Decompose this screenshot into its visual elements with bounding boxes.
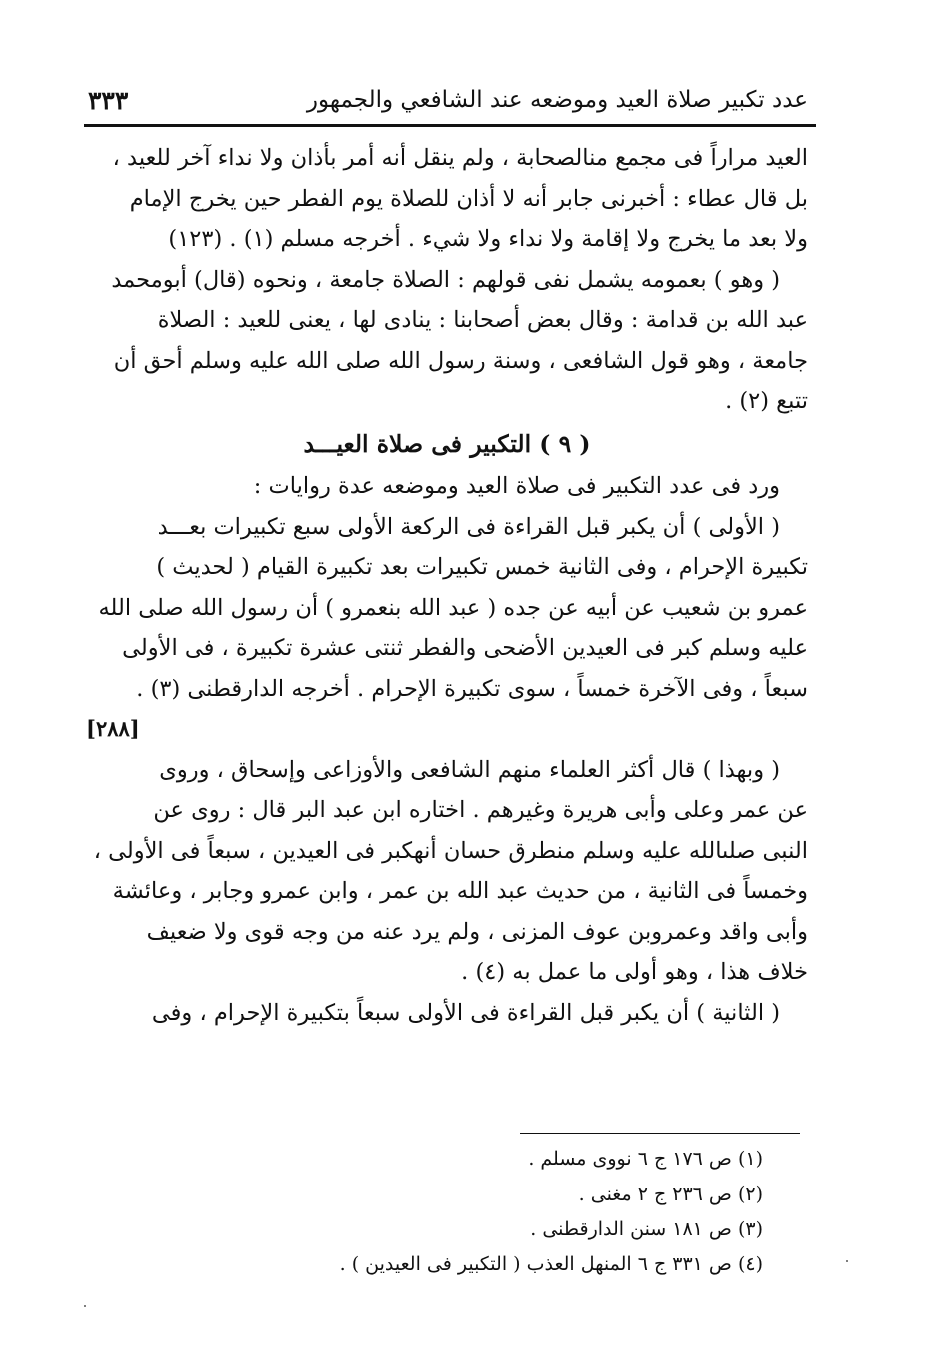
text-line: عبد الله بن قدامة : وقال بعض أصحابنا : ينادى لها ، يعنى للعيد : الصلاة <box>157 307 808 333</box>
footnotes <box>200 1142 763 1282</box>
footnote-2: (٢) ص ٢٣٦ ج ٢ مغنى . <box>578 1183 763 1205</box>
page-reference: [٢٨٨] <box>86 716 140 741</box>
text-line: تكبيرة الإحرام ، وفى الثانية خمس تكبيرات بعد تكبيرة القيام ( لحديث ) <box>156 554 808 580</box>
section-heading: ( ٩ ) التكبير فى صلاة العيـــد <box>303 429 591 458</box>
text-line: عن عمر وعلى وأبى هريرة وغيرهم . اختاره ابن عبد البر قال : روى عن <box>153 797 808 823</box>
footnote-rule <box>520 1133 800 1134</box>
text-line: ورد فى عدد التكبير فى صلاة العيد وموضعه عدة روايات : <box>253 473 780 499</box>
page-number: ٣٣٣ <box>88 85 129 115</box>
footnote-1: (١) ص ١٧٦ ج ٦ نووى مسلم . <box>528 1148 763 1170</box>
text-line: ( وبهذا ) قال أكثر العلماء منهم الشافعى والأوزاعى وإسحاق ، وروى <box>159 756 780 783</box>
text-line: ( وهو ) بعمومه يشمل نفى قولهم : الصلاة جامعة ، ونحوه (قال) أبومحمد <box>111 266 780 293</box>
text-line: العيد مراراً فى مجمع منالصحابة ، ولم ينقل أنه أمر بأذان ولا نداء آخر للعيد ، <box>112 145 808 171</box>
text-line: ( الثانية ) أن يكبر قبل القراءة فى الأولى سبعاً بتكبيرة الإحرام ، وفى <box>151 999 780 1026</box>
running-header <box>88 78 808 122</box>
text-line: النبى صلىالله عليه وسلم منطرق حسان أنهكبر فى العيدين ، سبعاً فى الأولى ، <box>93 837 808 864</box>
text-line: عمرو بن شعيب عن أبيه عن جده ( عبد الله بنعمرو ) أن رسول الله صلى الله <box>98 594 808 621</box>
scan-speck <box>846 1260 848 1262</box>
text-line: خلاف هذا ، وهو أولى ما عمل به (٤) . <box>461 959 808 985</box>
text-line: وخمساً فى الثانية ، من حديث عبد الله بن عمر ، وابن عمرو وجابر ، وعائشة <box>112 878 808 904</box>
header-rule <box>84 124 816 127</box>
text-line: ( الأولى ) أن يكبر قبل القراءة فى الركعة الأولى سبع تكبيرات بعـــد <box>157 513 780 540</box>
text-line: ولا بعد ما يخرج ولا إقامة ولا نداء ولا شيء . أخرجه مسلم (١) . (١٢٣) <box>168 226 808 252</box>
scan-speck <box>84 1305 86 1307</box>
footnote-3: (٣) ص ١٨١ سنن الدارقطنى . <box>530 1218 763 1240</box>
text-line: عليه وسلم كبر فى العيدين الأضحى والفطر ثنتى عشرة تكبيرة ، فى الأولى <box>122 635 808 661</box>
text-line: تتبع (٢) . <box>725 388 808 414</box>
text-line: وأبى واقد وعمروبن عوف المزنى ، ولم يرد عنه من وجه قوى ولا ضعيف <box>146 918 808 945</box>
running-title: عدد تكبير صلاة العيد وموضعه عند الشافعي والجمهور <box>306 87 808 113</box>
text-line: سبعاً ، وفى الآخرة خمساً ، سوى تكبيرة الإحرام . أخرجه الدارقطنى (٣) . <box>136 675 808 702</box>
footnote-4: (٤) ص ٣٣١ ج ٦ المنهل العذب ( التكبير فى العيدين ) . <box>339 1253 763 1275</box>
text-line: بل قال عطاء : أخبرنى جابر أنه لا أذان للصلاة يوم الفطر حين يخرج الإمام <box>129 185 808 212</box>
text-line: جامعة ، وهو قول الشافعى ، وسنة رسول الله صلى الله عليه وسلم أحق أن <box>113 347 808 374</box>
main-text <box>86 138 808 1033</box>
